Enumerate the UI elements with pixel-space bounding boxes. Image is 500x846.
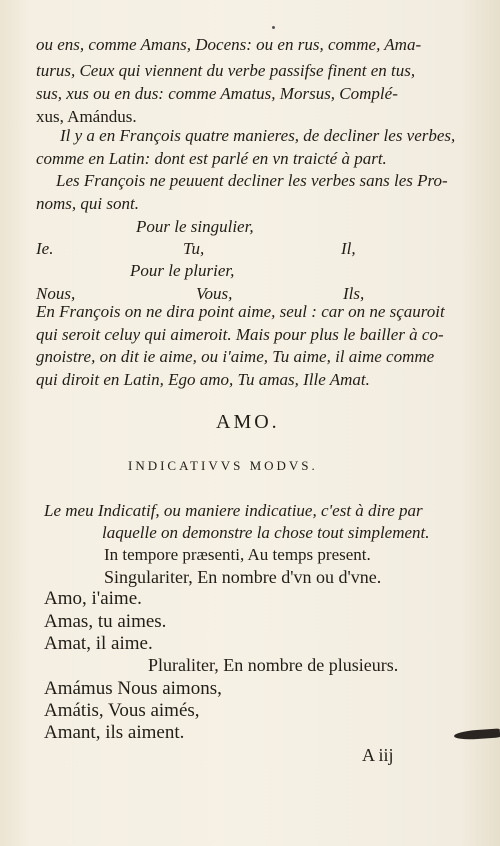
pronoun-il: Il, (341, 239, 356, 258)
text-line-18: qui seroit celuy qui aimeroit. Mais pour plus le bailler à co- (36, 325, 444, 344)
text-line-24: laquelle on demonstre la chose tout simplement. (102, 523, 430, 542)
text-line-3: sus, xus ou en dus: comme Amatus, Morsus, Complé- (36, 84, 398, 103)
number-heading-plural: Pluraliter, En nombre de plusieurs. (148, 655, 399, 675)
text-line-6: comme en Latin: dont est parlé en vn traicté à part. (36, 149, 387, 168)
signature-mark: A iij (362, 745, 394, 765)
conjugation-amamus: Amámus Nous aimons, (44, 678, 222, 699)
pronoun-heading-singular: Pour le singulier, (136, 217, 254, 236)
conjugation-amas: Amas, tu aimes. (44, 611, 167, 632)
section-title: AMO. (216, 411, 280, 433)
text-line-7: Les François ne peuuent decliner les verbes sans les Pro- (56, 171, 448, 190)
pronoun-heading-plural: Pour le plurier, (130, 261, 235, 280)
text-line-23: Le meu Indicatif, ou maniere indicatiue, c'est à dire par (44, 501, 423, 520)
text-line-2: turus, Ceux qui viennent du verbe passifse finent en tus, (36, 61, 416, 80)
pronoun-ils: Ils, (343, 284, 365, 303)
conjugation-amatis: Amátis, Vous aimés, (44, 700, 200, 721)
pronoun-vous: Vous, (196, 284, 233, 303)
text-line-17: En François on ne dira point aime, seul : car on ne sçauroit (36, 302, 445, 321)
text-line-1: ou ens, comme Amans, Docens: ou en rus, comme, Ama- (36, 35, 422, 54)
number-heading-singular: Singulariter, En nombre d'vn ou d'vne. (104, 567, 382, 587)
text-line-4: xus, Amándus. (36, 107, 137, 126)
ink-smudge (454, 728, 500, 740)
text-line-20: qui diroit en Latin, Ego amo, Tu amas, Ille Amat. (36, 370, 370, 389)
text-line-19: gnoistre, on dit ie aime, ou i'aime, Tu aime, il aime comme (36, 347, 435, 366)
ink-dot (272, 26, 275, 29)
mode-title: INDICATIVVS MODVS. (128, 458, 318, 473)
pronoun-nous: Nous, (36, 284, 76, 303)
conjugation-amant: Amant, ils aiment. (44, 722, 185, 743)
conjugation-amo: Amo, i'aime. (44, 588, 142, 609)
pronoun-ie: Ie. (36, 239, 54, 258)
text-line-5: Il y a en François quatre manieres, de decliner les verbes, (60, 126, 456, 145)
pronoun-tu: Tu, (183, 239, 205, 258)
conjugation-amat: Amat, il aime. (44, 633, 153, 654)
text-line-8: noms, qui sont. (36, 194, 139, 213)
tense-heading: In tempore præsenti, Au temps present. (104, 545, 371, 564)
